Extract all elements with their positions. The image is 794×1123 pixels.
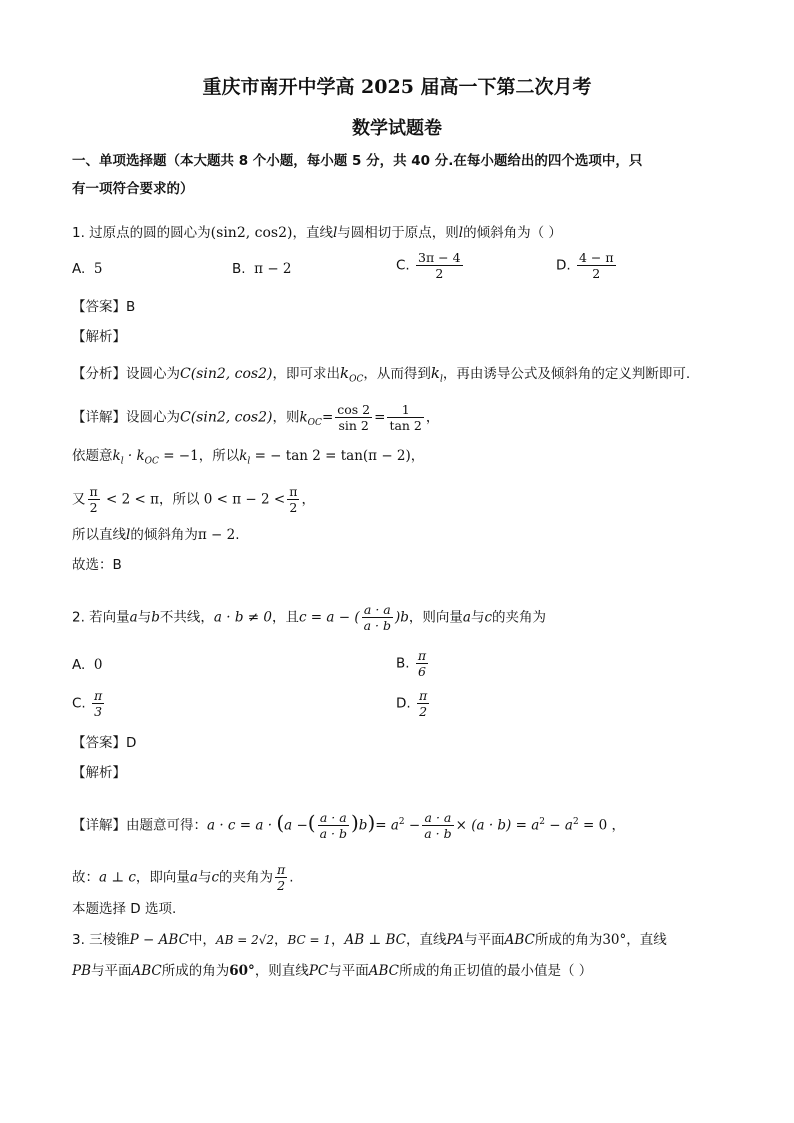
q1-detail-1: 【详解】设圆心为C(sin2, cos2)，则$k_{OC}=$ $\frac{\cos 2}{\sin 2}$ = $\frac{1}{\tan 2}$ ， xyxy=(72,402,440,433)
question-1-stem: 1. 过原点的圆的圆心为(sin2, cos2)，直线l与圆相切于原点，则l的倾斜角为（ ） xyxy=(72,225,562,241)
q2-detail-2: 故：a ⊥ c，即向量a与c的夹角为 $\frac{\pi}{2}$ . xyxy=(72,862,294,893)
question-3-stem-cont: PB与平面ABC所成的角为60°，则直线PC与平面ABC所成的角正切值的最小值是（ ） xyxy=(72,963,593,979)
q2-option-b: B. $\frac{\pi}{6}$ xyxy=(396,648,427,679)
q2-analysis-heading: 【解析】 xyxy=(72,765,126,781)
q1-detail-4: 所以直线l的倾斜角为π − 2. xyxy=(72,527,240,543)
q2-conclusion: 本题选择 D 选项. xyxy=(72,901,177,917)
question-3-stem: 3. 三棱锥P − ABC中，AB = 2√2，BC = 1，AB ⊥ BC，直线PA与平面ABC所成的角为30°，直线 xyxy=(72,932,667,948)
q2-option-d: D. $\frac{\pi}{2}$ xyxy=(396,688,428,719)
q2-answer: 【答案】D xyxy=(72,735,137,751)
q2-option-a: A. 0 xyxy=(72,657,103,673)
q2-detail-1: 【详解】由题意可得：a · c = a · (a −( $\frac{a \cdot a}{a \cdot b}$ )$b)= a^2$ − $\frac{a \cdot a}{a \cdot b}$ × $(a \cdot b) = a^2 - a^2 = 0$ ， xyxy=(72,810,625,841)
q1-detail-2: 依题意$k_l \cdot k_{OC} = -1$，所以$k_l$ = − tan 2 = tan(π − 2)， xyxy=(72,448,425,467)
page-subtitle: 数学试题卷 xyxy=(352,118,442,139)
q1-option-b: B. π − 2 xyxy=(232,261,292,277)
q1-answer: 【答案】B xyxy=(72,299,136,315)
q1-option-a: A. 5 xyxy=(72,261,103,277)
page-title: 重庆市南开中学高 2025 届高一下第二次月考 xyxy=(202,76,592,98)
q1-detail-3: 又 $\frac{\pi}{2}$ < 2 < π，所以 0 < π − 2 < $\frac{\pi}{2}$ ， xyxy=(72,484,315,515)
q1-option-c: C. $\frac{3\pi - 4}{2}$ xyxy=(396,250,461,281)
q2-option-c: C. $\frac{\pi}{3}$ xyxy=(72,688,103,719)
question-2-stem: 2. 若向量a与b不共线，a · b ≠ 0，且c = a − ( $\frac{a \cdot a}{a \cdot b}$ )b，则向量a与c的夹角为 xyxy=(72,602,547,633)
section-heading: 一、单项选择题（本大题共 8 个小题，每小题 5 分，共 40 分.在每小题给出的四个选项中，只 xyxy=(72,153,643,169)
q1-fenxi: 【分析】设圆心为C(sin2, cos2)，即可求出$k_{OC}$，从而得到$k_l$，再由诱导公式及倾斜角的定义判断即可. xyxy=(72,364,691,385)
q1-analysis-heading: 【解析】 xyxy=(72,329,126,345)
q1-option-d: D. $\frac{4 - \pi}{2}$ xyxy=(556,250,614,281)
q1-choice: 故选：B xyxy=(72,557,122,573)
section-heading-cont: 有一项符合要求的） xyxy=(72,181,194,197)
